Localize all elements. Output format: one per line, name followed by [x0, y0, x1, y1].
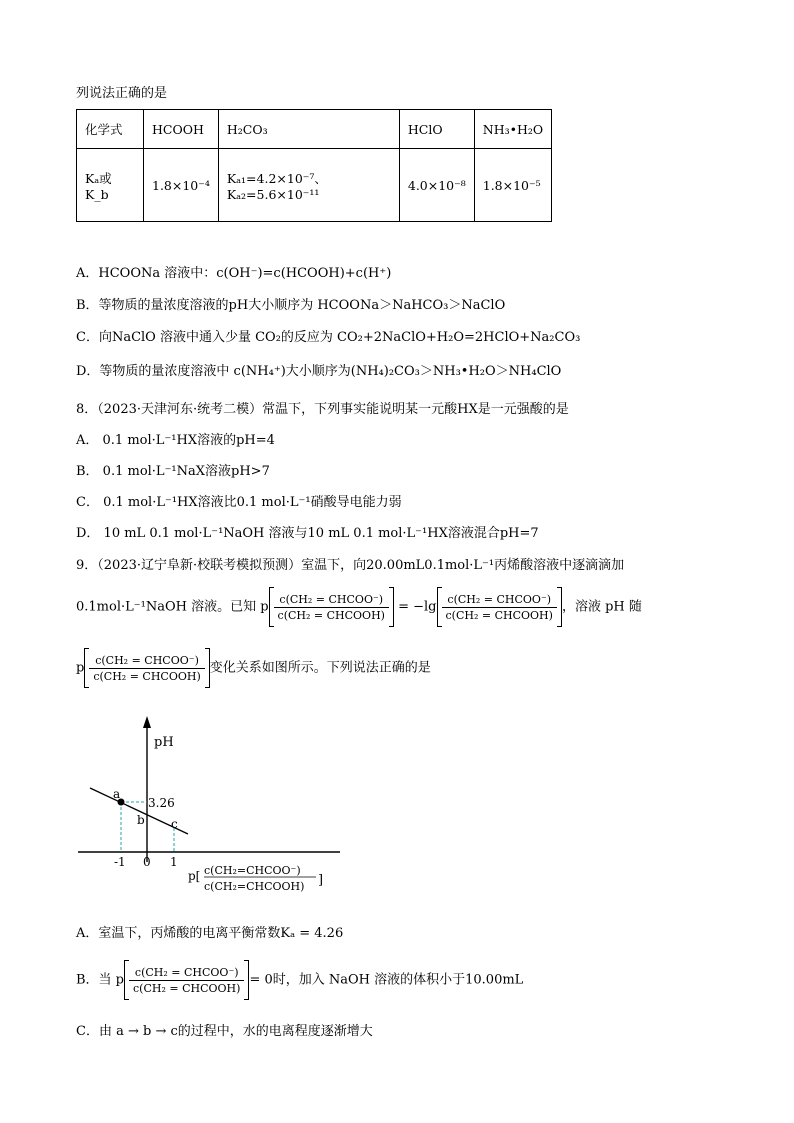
- y-axis-arrow-icon: [143, 716, 151, 728]
- table-cell: HCOOH: [144, 110, 219, 149]
- q9-stem-text: 0.1mol·L⁻¹NaOH 溶液。已知 p: [76, 599, 269, 615]
- ph-graph: [70, 712, 370, 898]
- q7-option-a: A．HCOONa 溶液中：c(OH⁻)=c(HCOOH)+c(H⁺): [76, 266, 392, 281]
- ratio-fraction: $\frac{\text{c(CH₂ = CHCOO⁻)}}{\text{c(CH₂ = CHCOOH)}}$: [89, 653, 204, 684]
- table-cell: 化学式: [77, 110, 144, 149]
- q8-option-d: D． 10 mL 0.1 mol·L⁻¹NaOH 溶液与10 mL 0.1 mol·L⁻¹HX溶液混合pH=7: [76, 526, 539, 541]
- q8-option-a: A． 0.1 mol·L⁻¹HX溶液的pH=4: [76, 433, 275, 448]
- q9-option-text: = 0时，加入 NaOH 溶液的体积小于10.00mL: [249, 972, 524, 988]
- table-header-row: [77, 110, 552, 149]
- point-label-a: a: [113, 787, 121, 801]
- table-cell: HClO: [399, 110, 474, 149]
- q7-option-b: B．等物质的量浓度溶液的pH大小顺序为 HCOONa＞NaHCO₃＞NaClO: [76, 298, 506, 313]
- x-axis-label-num: c(CH₂=CHCOO⁻): [204, 864, 301, 877]
- x-axis-label-prefix: p[: [188, 869, 201, 883]
- q9-option-text: B．当 p: [76, 972, 125, 988]
- value-label: 3.26: [148, 796, 175, 810]
- table-cell: 1.8×10⁻⁵: [474, 149, 551, 222]
- table-row: [77, 149, 552, 222]
- q8-option-c: C． 0.1 mol·L⁻¹HX溶液比0.1 mol·L⁻¹硝酸导电能力弱: [76, 495, 402, 510]
- table-cell: Kₐ或K_b: [77, 149, 144, 222]
- q7-option-c: C．向NaClO 溶液中通入少量 CO₂的反应为 CO₂+2NaClO+H₂O=2HClO+Na₂CO₃: [76, 330, 581, 345]
- ratio-fraction: $\frac{\text{c(CH₂ = CHCOO⁻)}}{\text{c(CH₂ = CHCOOH)}}$: [442, 592, 557, 623]
- table-cell: NH₃•H₂O: [474, 110, 551, 149]
- x-axis-label-den: c(CH₂=CHCOOH): [204, 880, 305, 893]
- table-cell: 4.0×10⁻⁸: [399, 149, 474, 222]
- y-axis-label: pH: [154, 735, 174, 750]
- x-tick-label: 0: [143, 855, 151, 869]
- x-tick-label: 1: [170, 855, 178, 869]
- q9-stem-text: p: [76, 660, 85, 676]
- q9-stem-text: ，溶液 pH 随: [561, 599, 642, 615]
- q9-option-a: A．室温下，丙烯酸的电离平衡常数Kₐ = 4.26: [76, 926, 344, 941]
- x-tick-label: -1: [114, 855, 126, 869]
- q9-stem-text: = −lg: [398, 599, 437, 615]
- q8-stem: 8．（2023·天津河东·统考二模）常温下，下列事实能说明某一元酸HX是一元强酸的是: [76, 402, 569, 417]
- table-cell: 1.8×10⁻⁴: [144, 149, 219, 222]
- ratio-fraction: $\frac{\text{c(CH₂ = CHCOO⁻)}}{\text{c(CH₂ = CHCOOH)}}$: [129, 965, 244, 996]
- ratio-fraction: $\frac{\text{c(CH₂ = CHCOO⁻)}}{\text{c(CH₂ = CHCOOH)}}$: [274, 592, 389, 623]
- constants-table: [76, 109, 552, 222]
- q9-stem-line2: [76, 587, 642, 627]
- q9-option-b: [76, 960, 523, 1000]
- point-label-c: c: [171, 817, 178, 831]
- q9-stem-line3: [76, 648, 431, 688]
- q9-stem-text: 变化关系如图所示。下列说法正确的是: [209, 660, 431, 676]
- x-axis-label-close: ]: [318, 873, 324, 888]
- q8-option-b: B． 0.1 mol·L⁻¹NaX溶液pH>7: [76, 464, 270, 479]
- q7-option-d: D．等物质的量浓度溶液中 c(NH₄⁺)大小顺序为(NH₄)₂CO₃＞NH₃•H₂O＞NH₄ClO: [76, 364, 562, 379]
- table-cell: Kₐ₁=4.2×10⁻⁷、Kₐ₂=5.6×10⁻¹¹: [218, 149, 399, 222]
- table-cell: H₂CO₃: [218, 110, 399, 149]
- point-label-b: b: [137, 813, 145, 827]
- q9-stem-line1: 9．（2023·辽宁阜新·校联考模拟预测）室温下，向20.00mL0.1mol·L⁻¹丙烯酸溶液中逐滴滴加: [76, 558, 625, 573]
- q9-option-c: C．由 a → b → c的过程中，水的电离程度逐渐增大: [76, 1024, 373, 1039]
- intro-text: 列说法正确的是: [76, 86, 168, 101]
